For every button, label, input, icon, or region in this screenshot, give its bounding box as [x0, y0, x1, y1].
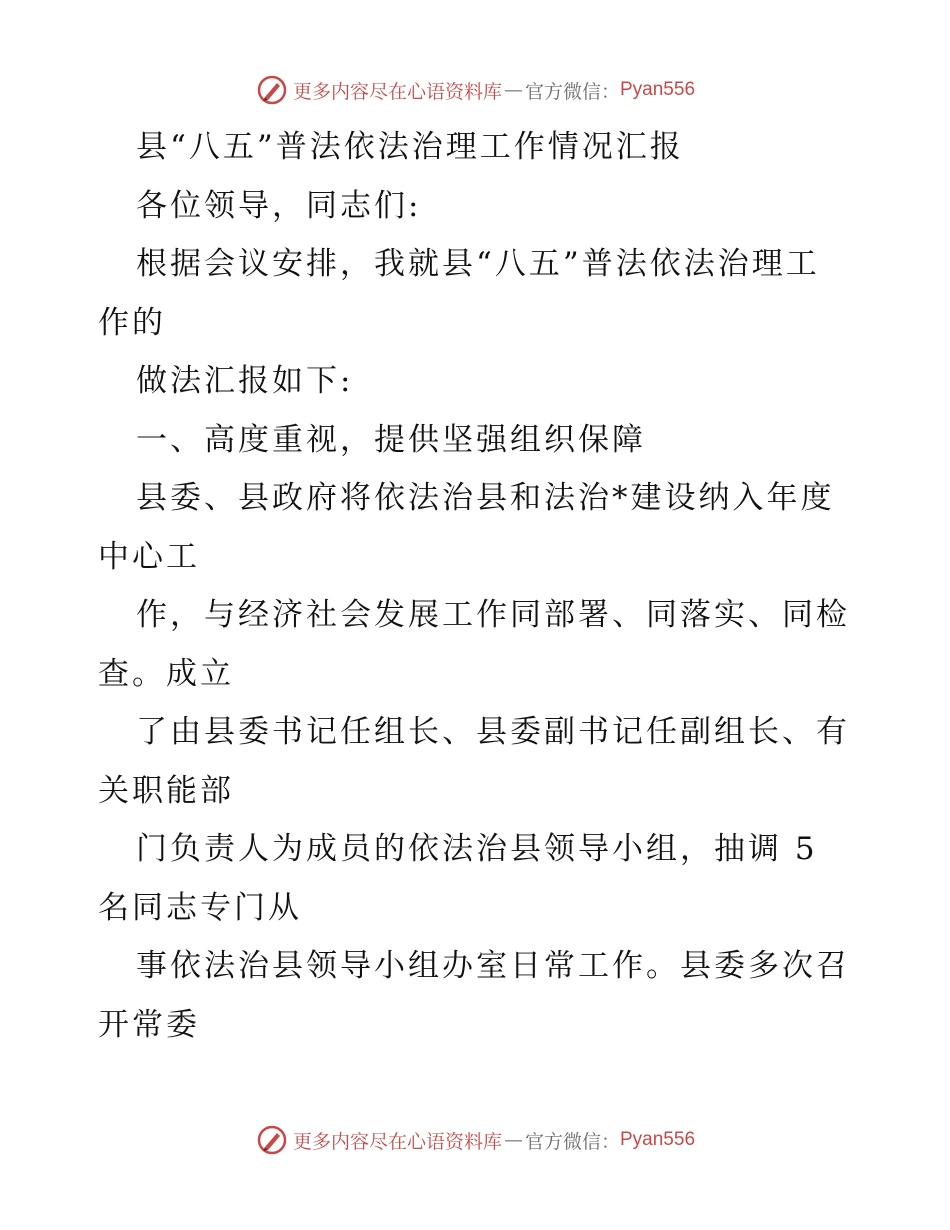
text-line: 县委、县政府将依法治县和法治*建设纳入年度	[136, 480, 835, 516]
text-line: 名同志专门从	[98, 889, 302, 926]
text-line: 做法汇报如下:	[136, 363, 354, 399]
text-line: 县“八五”普法依法治理工作情况汇报	[136, 129, 684, 165]
watermark-id: Pyan556	[620, 79, 696, 100]
text-line: 各位领导，同志们:	[136, 187, 422, 224]
text-line: 根据会议安排，我就县“八五”普法依法治理工	[136, 246, 820, 282]
pen-logo-icon	[255, 1123, 289, 1157]
watermark-id: Pyan556	[620, 1129, 696, 1150]
text-line: 关职能部	[98, 772, 234, 809]
watermark-text: 更多内容尽在心语资料库	[292, 80, 502, 103]
text-line: 开常委	[98, 1006, 200, 1043]
text-line: 一、高度重视，提供坚强组织保障	[136, 421, 646, 458]
text-line: 作的	[98, 304, 166, 341]
text-line: 门负责人为成员的依法治县领导小组，抽调 5	[136, 831, 818, 867]
text-line: 查。成立	[98, 655, 234, 692]
watermark-header	[0, 70, 950, 110]
text-line: 中心工	[98, 538, 200, 575]
pen-logo-icon	[255, 73, 289, 107]
watermark-text: 更多内容尽在心语资料库	[292, 1130, 502, 1153]
watermark-separator: —	[503, 79, 523, 101]
text-line: 作，与经济社会发展工作同部署、同落实、同检	[136, 597, 850, 633]
watermark-separator: —	[503, 1129, 523, 1151]
text-line: 事依法治县领导小组办室日常工作。县委多次召	[136, 948, 850, 984]
text-line: 了由县委书记任组长、县委副书记任副组长、有	[136, 714, 850, 750]
watermark-label: 官方微信：	[524, 1130, 620, 1153]
watermark-label: 官方微信：	[524, 80, 620, 103]
watermark-footer	[0, 1120, 950, 1160]
document-body	[98, 118, 858, 1054]
